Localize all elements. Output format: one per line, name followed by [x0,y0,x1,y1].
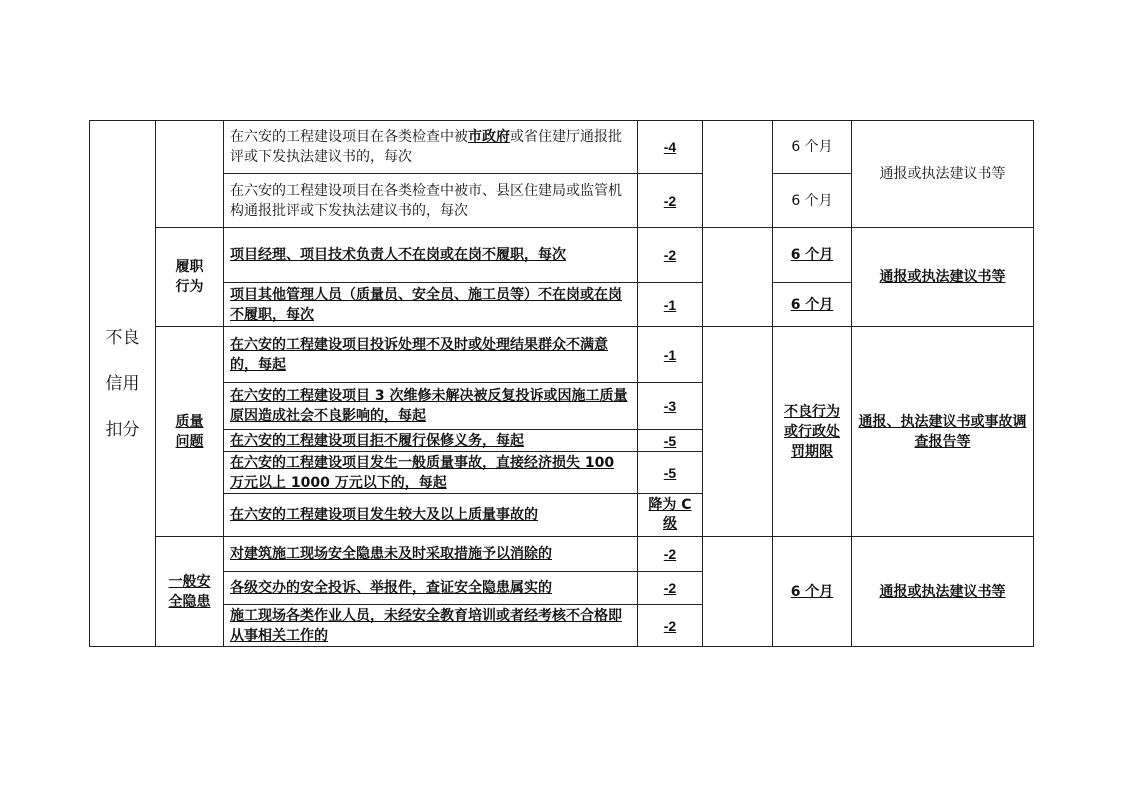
blank-cell [703,537,773,647]
group-3-cell: 质量 问题 [156,327,224,537]
table-row [90,537,1034,572]
major-category-cell [90,121,156,647]
item-cell: 各级交办的安全投诉、举报件，查证安全隐患属实的 [224,572,638,605]
item-cell: 在六安的工程建设项目拒不履行保修义务，每起 [224,430,638,452]
table-row [90,327,1034,383]
period-cell: 不良行为或行政处罚期限 [773,327,852,537]
basis-cell: 通报或执法建议书等 [852,228,1034,327]
item-cell: 在六安的工程建设项目发生一般质量事故，直接经济损失 100 万元以上 1000 万元以下的，每起 [224,452,638,494]
period-cell: 6 个月 [773,283,852,327]
item-cell: 在六安的工程建设项目投诉处理不及时或处理结果群众不满意的，每起 [224,327,638,383]
item-cell: 项目经理、项目技术负责人不在岗或在岗不履职，每次 [224,228,638,283]
emphasis-text: 市政府 [468,129,510,145]
blank-cell [703,228,773,327]
basis-cell: 通报或执法建议书等 [852,537,1034,647]
score-cell: 降为 C 级 [638,494,703,537]
item-cell: 施工现场各类作业人员，未经安全教育培训或者经考核不合格即从事相关工作的 [224,605,638,647]
score-cell: -2 [638,572,703,605]
period-cell: 6 个月 [773,174,852,228]
basis-cell: 通报、执法建议书或事故调查报告等 [852,327,1034,537]
period-cell: 6 个月 [773,121,852,174]
group-1-cell [156,121,224,228]
major-category-line: 扣分 [105,419,140,440]
period-cell: 6 个月 [773,228,852,283]
item-cell: 在六安的工程建设项目在各类检查中被市政府或省住建厅通报批评或下发执法建议书的，每次 [224,121,638,174]
basis-cell: 通报或执法建议书等 [852,121,1034,228]
score-cell: -5 [638,452,703,494]
score-cell: -2 [638,537,703,572]
item-cell: 项目其他管理人员（质量员、安全员、施工员等）不在岗或在岗不履职，每次 [224,283,638,327]
score-cell: -1 [638,283,703,327]
group-2-cell: 履职 行为 [156,228,224,327]
blank-cell [703,121,773,228]
item-cell: 在六安的工程建设项目 3 次维修未解决被反复投诉或因施工质量原因造成社会不良影响的，每起 [224,383,638,430]
score-cell: -2 [638,174,703,228]
blank-cell [703,327,773,537]
score-cell: -2 [638,228,703,283]
major-category-line: 不良 [105,327,140,348]
period-cell: 6 个月 [773,537,852,647]
item-cell: 对建筑施工现场安全隐患未及时采取措施予以消除的 [224,537,638,572]
score-cell: -1 [638,327,703,383]
score-cell: -2 [638,605,703,647]
score-cell: -5 [638,430,703,452]
table-row [90,121,1034,174]
score-cell: -3 [638,383,703,430]
group-4-cell: 一般安 全隐患 [156,537,224,647]
credit-deduction-table [89,120,1034,647]
item-cell: 在六安的工程建设项目发生较大及以上质量事故的 [224,494,638,537]
score-cell: -4 [638,121,703,174]
major-category-line: 信用 [105,373,140,394]
table-row [90,228,1034,283]
item-cell: 在六安的工程建设项目在各类检查中被市、县区住建局或监管机构通报批评或下发执法建议书的，每次 [224,174,638,228]
